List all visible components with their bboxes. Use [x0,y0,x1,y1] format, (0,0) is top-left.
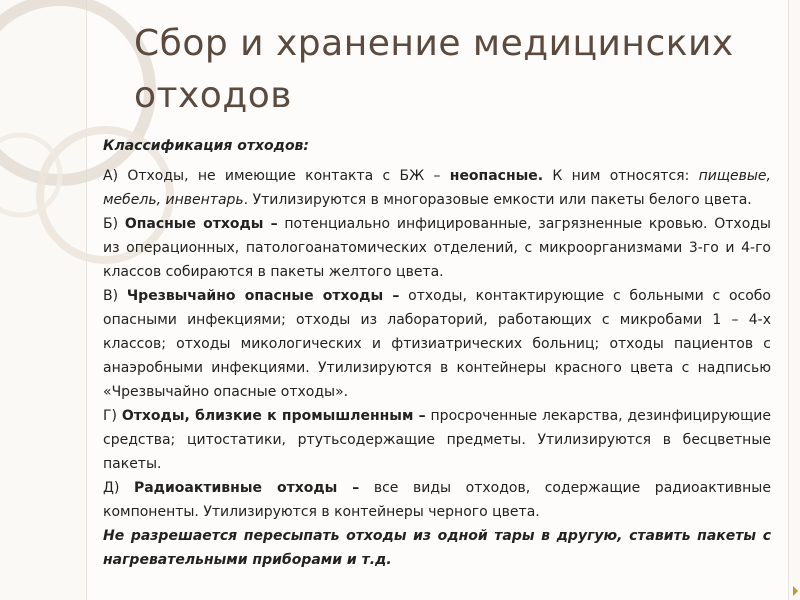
paragraph-g [103,404,771,476]
a-italic: пищевые, мебель, инвентарь [103,168,771,208]
title-line-2: отходов [134,75,292,116]
paragraph-a [103,164,771,212]
b-prefix: Б) [103,216,125,232]
a-suffix: . Утилизируются в многоразовые емкости или пакеты белого цвета. [243,192,752,208]
classification-heading: Классификация отходов: [103,138,310,154]
g-bold: Отходы, близкие к промышленным – [121,408,426,424]
slide-body [103,134,771,572]
a-prefix: А) Отходы, не имеющие контакта с БЖ – [103,168,450,184]
v-bold: Чрезвычайно опасные отходы – [126,288,400,304]
title-line-1: Сбор и хранение медицинских [134,23,734,64]
a-mid: К ним относятся: [543,168,699,184]
paragraph-d [103,476,771,524]
slide-title [134,18,754,122]
g-suffix: просроченные лекарства, дезинфицирующие средства; цитостатики, ртутьсодержащие предметы. Утилизируются в бесцветные пакеты. [103,408,771,472]
warning-text: Не разрешается пересыпать отходы из одной тары в другую, ставить пакеты с нагревательными приборами и т.д. [103,528,771,568]
g-prefix: Г) [103,408,122,424]
d-suffix: все виды отходов, содержащие радиоактивные компоненты. Утилизируются в контейнеры черного цвета. [103,480,771,520]
b-suffix: потенциально инфицированные, загрязненные кровью. Отходы из операционных, патологоанатомических отделений, с микроорганизмами 3-го и 4-го классов собираются в пакеты желтого цвета. [103,216,771,280]
d-bold: Радиоактивные отходы – [133,480,360,496]
a-bold: неопасные. [449,168,544,184]
v-prefix: В) [103,288,127,304]
paragraph-b [103,212,771,284]
b-bold: Опасные отходы – [124,216,278,232]
v-suffix: отходы, контактирующие с больными с особо опасными инфекциями; отходы из лабораторий, работающих с микробами 1 – 4-х классов; отходы микологических и фтизиатрических больниц; отходы пациентов с анаэробными инфекциями. Утилизируются в контейнеры красного цвета с надписью «Чрезвычайно опасные отходы». [103,288,771,400]
corner-marker-icon [793,586,798,596]
paragraph-v [103,284,771,404]
d-prefix: Д) [103,480,134,496]
